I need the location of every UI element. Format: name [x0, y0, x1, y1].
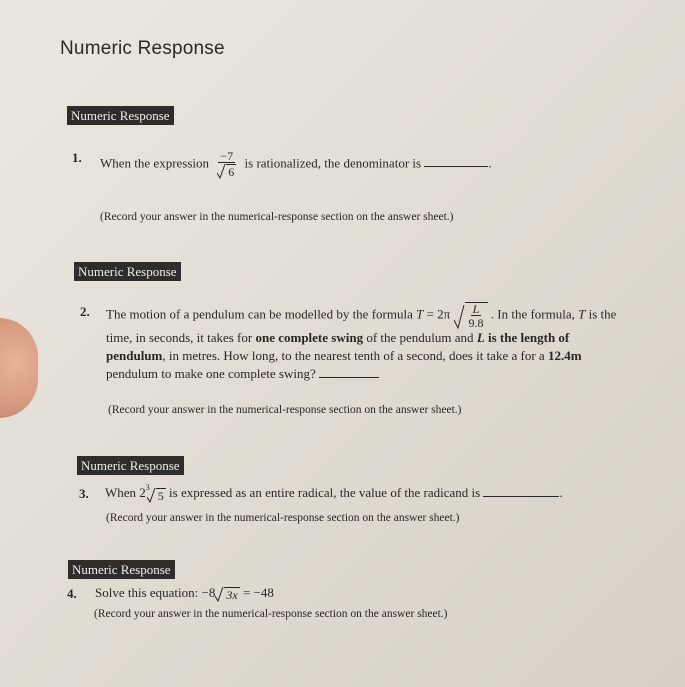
question-number-2: 2.: [80, 304, 90, 319]
numeric-response-badge-4: Numeric Response: [68, 560, 175, 579]
page-title: Numeric Response: [60, 38, 225, 59]
q1-fraction: [215, 150, 238, 179]
question-2-text: [106, 302, 626, 383]
q1-answer-blank: [424, 166, 488, 167]
sqrt-icon: [217, 164, 226, 179]
q3-coefficient: 2: [139, 485, 146, 500]
q2-formula-lhs: T: [416, 306, 424, 322]
q3-cube-root: [146, 485, 166, 503]
q3-root-index: 3: [145, 483, 150, 493]
question-number-4: 4.: [67, 586, 77, 601]
numeric-response-badge-2: Numeric Response: [74, 262, 181, 281]
sqrt-icon: [215, 587, 224, 602]
q4-record-note: (Record your answer in the numerical-response section on the answer sheet.): [94, 608, 448, 620]
q2-t-variable: T: [578, 306, 586, 322]
q2-formula-radical: [454, 302, 488, 329]
q4-radical: [215, 587, 239, 602]
q4-text-before: Solve this equation:: [95, 585, 199, 600]
q3-record-note: (Record your answer in the numerical-response section on the answer sheet.): [106, 512, 460, 524]
q2-formula-denominator: 9.8: [468, 316, 484, 330]
question-1-text: [100, 150, 492, 179]
finger-photo-edge: [0, 318, 38, 418]
q4-rhs: = −48: [242, 585, 274, 600]
q3-text-before: When: [105, 485, 137, 500]
q3-radicand: 5: [157, 489, 164, 504]
q4-coefficient: −8: [201, 585, 216, 600]
q1-text-before: When the expression: [100, 155, 210, 171]
q1-record-note: (Record your answer in the numerical-response section on the answer sheet.): [100, 211, 454, 223]
numeric-response-badge-1: Numeric Response: [67, 106, 174, 125]
q2-text-mid4: , in metres. How long, to the nearest tenth of a second, does it take a for a: [162, 348, 545, 363]
q2-text-start: The motion of a pendulum can be modelled by the formula: [106, 306, 413, 322]
q2-text-mid2: is the time, in seconds, it takes for: [106, 306, 617, 345]
q2-bold-length: is the length of pendulum: [106, 330, 570, 363]
q2-record-note: (Record your answer in the numerical-response section on the answer sheet.): [108, 404, 462, 416]
numeric-response-badge-3: Numeric Response: [77, 456, 184, 475]
q2-bold-swing: one complete swing: [255, 330, 364, 345]
q2-formula-eq: = 2π: [426, 306, 451, 322]
question-number-1: 1.: [72, 150, 82, 165]
q4-radicand: 3x: [226, 587, 238, 602]
question-number-3: 3.: [79, 486, 89, 501]
q1-text-after: is rationalized, the denominator is: [244, 155, 422, 171]
sqrt-icon: [454, 305, 465, 329]
q2-bold-l-variable: L: [476, 330, 485, 345]
q1-numerator: −7: [220, 149, 234, 163]
q2-text-mid1: . In the formula,: [490, 306, 575, 322]
q1-trailing: .: [488, 155, 492, 171]
q1-denominator-radicand: 6: [228, 165, 235, 179]
q3-text-after: is expressed as an entire radical, the value of the radicand is: [169, 485, 481, 500]
q3-answer-blank: [483, 496, 559, 497]
q2-text-mid3: of the pendulum and: [366, 330, 474, 345]
q2-answer-blank: [319, 377, 379, 378]
q2-bold-length-value: 12.4m: [547, 348, 582, 363]
q2-formula-numerator: L: [472, 302, 480, 316]
q2-text-end: pendulum to make one complete swing?: [106, 366, 316, 381]
question-4-text: [95, 584, 274, 602]
q3-trailing: .: [559, 485, 563, 500]
q1-denominator: [215, 163, 238, 179]
question-3-text: [105, 484, 563, 503]
